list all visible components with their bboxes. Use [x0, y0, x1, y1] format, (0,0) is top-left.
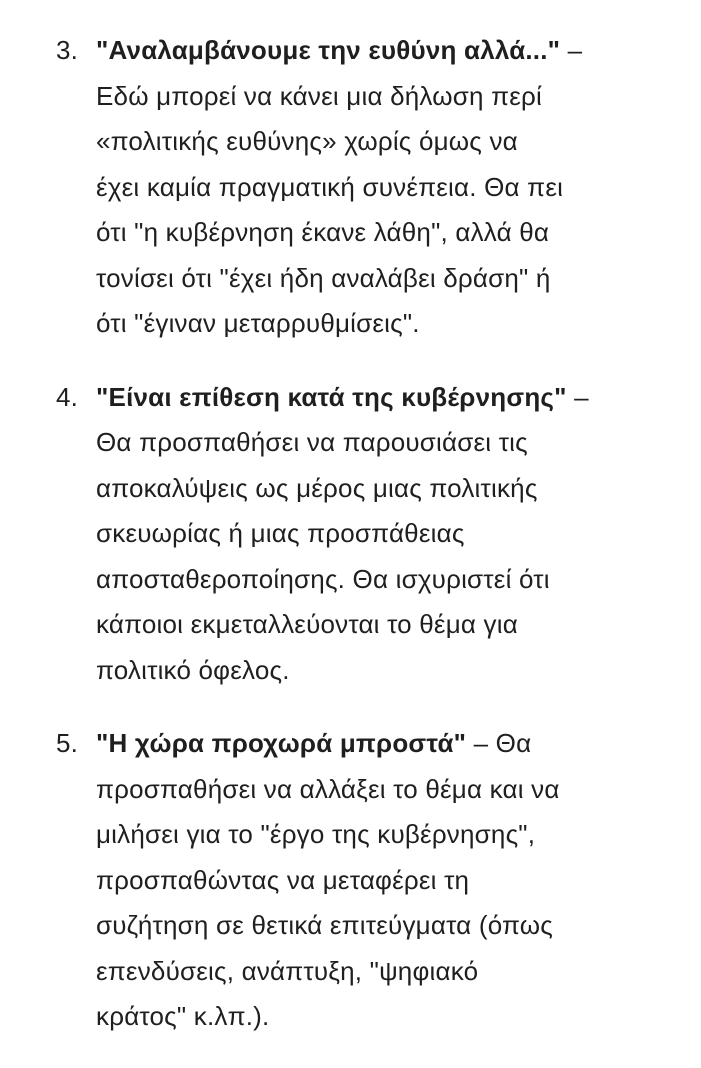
item-heading: "Η χώρα προχωρά μπροστά"	[96, 728, 467, 758]
item-text-line: ότι "έγιναν μεταρρυθμίσεις".	[96, 308, 420, 338]
item-text-line: σκευωρίας ή μιας προσπάθειας	[96, 518, 465, 548]
item-text-line: ότι "η κυβέρνηση έκανε λάθη", αλλά θα	[96, 217, 550, 247]
item-text-line: μιλήσει για το "έργο της κυβέρνησης",	[96, 819, 536, 849]
item-heading: "Είναι επίθεση κατά της κυβέρνησης"	[96, 381, 567, 412]
item-text-line: Εδώ μπορεί να κάνει μια δήλωση περί	[96, 80, 542, 111]
item-text-line: Θα προσπαθήσει να παρουσιάσει τις	[96, 427, 528, 457]
list-number: 3.	[56, 35, 79, 65]
item-dash: –	[566, 381, 589, 412]
item-dash: –	[560, 35, 583, 65]
list-item	[0, 721, 656, 1040]
item-heading: "Αναλαμβάνουμε την ευθύνη αλλά..."	[96, 35, 561, 65]
item-text-line: κάποιοι εκμεταλλεύονται το θέμα για	[96, 609, 518, 639]
item-text-line: πολιτικό όφελος.	[96, 654, 290, 685]
item-text-line: αποκαλύψεις ως μέρος μιας πολιτικής	[96, 472, 538, 503]
numbered-list	[0, 28, 701, 1068]
item-text-line: προσπαθώντας να μεταφέρει τη	[96, 864, 470, 895]
list-number: 5.	[56, 728, 79, 758]
item-text-line: συζήτηση σε θετικά επιτεύγματα (όπως	[96, 910, 553, 940]
item-dash: – Θα	[466, 728, 532, 758]
item-text-line: τονίσει ότι "έχει ήδη αναλάβει δράση" ή	[96, 262, 551, 293]
item-text-line: κράτος" κ.λπ.).	[96, 1001, 270, 1031]
item-text-line: «πολιτικής ευθύνης» χωρίς όμως να	[96, 126, 518, 156]
list-item	[0, 28, 656, 347]
item-text-line: προσπαθήσει να αλλάξει το θέμα και να	[96, 773, 560, 804]
item-text-line: έχει καμία πραγματική συνέπεια. Θα πει	[96, 171, 564, 202]
item-first-line	[96, 375, 656, 421]
list-item	[0, 375, 656, 694]
item-first-line	[96, 28, 656, 74]
list-number: 4.	[56, 381, 79, 412]
item-first-line	[96, 721, 656, 767]
item-text-line: επενδύσεις, ανάπτυξη, "ψηφιακό	[96, 955, 479, 986]
item-text-line: αποσταθεροποίησης. Θα ισχυριστεί ότι	[96, 563, 550, 594]
